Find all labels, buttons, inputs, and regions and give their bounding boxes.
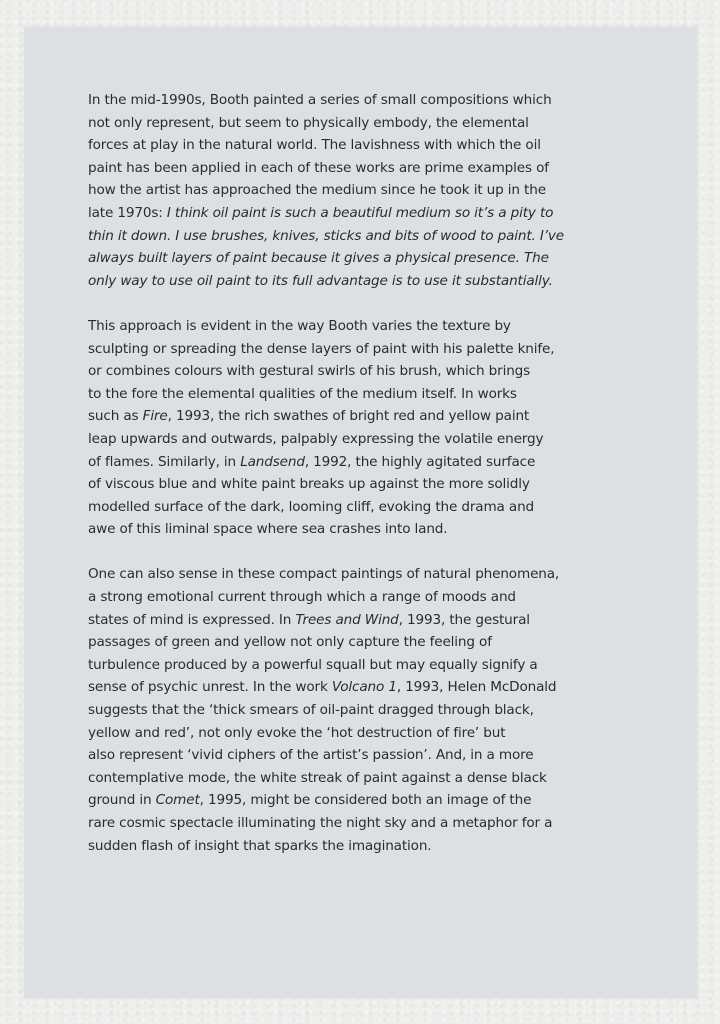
text-line xyxy=(88,767,648,790)
wall-text-panel xyxy=(24,27,697,998)
italic-text: only way to use oil paint to its full advantage is to use it substantially. xyxy=(88,272,553,289)
text-segment: contemplative mode, the white streak of paint against a dense black xyxy=(88,769,547,786)
italic-text: Trees and Wind xyxy=(295,611,399,628)
text-segment: , 1995, might be considered both an image of the xyxy=(199,792,532,809)
text-segment: late 1970s: xyxy=(88,204,167,221)
italic-text: Volcano 1 xyxy=(331,679,397,696)
text-segment: forces at play in the natural world. The lavishness with which the oil xyxy=(88,137,541,154)
text-segment: suggests that the ‘thick smears of oil-paint dragged through black, xyxy=(88,702,534,719)
text-segment: One can also sense in these compact paintings of natural phenomena, xyxy=(88,566,560,583)
text-line xyxy=(88,360,648,383)
text-segment: , 1993, the gestural xyxy=(398,611,530,628)
text-segment: of flames. Similarly, in xyxy=(88,453,241,470)
text-line xyxy=(88,676,648,699)
text-segment: yellow and red’, not only evoke the ‘hot destruction of fire’ but xyxy=(88,724,506,741)
text-line xyxy=(88,631,648,654)
text-segment: rare cosmic spectacle illuminating the night sky and a metaphor for a xyxy=(88,815,553,831)
text-line xyxy=(88,247,648,270)
text-segment: leap upwards and outwards, palpably expressing the volatile energy xyxy=(88,430,544,447)
italic-text: I think oil paint is such a beautiful medium so it’s a pity to xyxy=(166,204,554,221)
text-line xyxy=(88,383,648,406)
text-segment: ground in xyxy=(88,792,156,809)
text-line xyxy=(88,699,648,722)
paragraph-2 xyxy=(88,315,648,541)
text-segment: to the fore the elemental qualities of the medium itself. In works xyxy=(88,385,517,402)
text-line xyxy=(88,812,648,835)
text-segment: sculpting or spreading the dense layers of paint with his palette knife, xyxy=(88,340,555,357)
text-segment: awe of this liminal space where sea crashes into land. xyxy=(88,521,448,538)
italic-text: Landsend xyxy=(240,453,305,470)
text-line xyxy=(88,496,648,519)
text-segment: sudden flash of insight that sparks the imagination. xyxy=(88,837,432,854)
text-segment: In the mid-1990s, Booth painted a series of small compositions which xyxy=(88,92,552,108)
text-line xyxy=(88,744,648,767)
text-segment: turbulence produced by a powerful squall but may equally signify a xyxy=(88,656,538,673)
text-segment: , 1992, the highly agitated surface xyxy=(304,453,536,470)
text-line xyxy=(88,563,648,586)
text-line xyxy=(88,609,648,632)
text-segment: paint has been applied in each of these works are prime examples of xyxy=(88,159,549,176)
italic-text: always built layers of paint because it gives a physical presence. The xyxy=(88,250,549,267)
text-line xyxy=(88,789,648,812)
text-line xyxy=(88,654,648,677)
text-segment: This approach is evident in the way Booth varies the texture by xyxy=(88,317,511,334)
text-segment: of viscous blue and white paint breaks up against the more solidly xyxy=(88,476,530,493)
text-line xyxy=(88,315,648,338)
text-line xyxy=(88,89,648,112)
text-line xyxy=(88,179,648,202)
text-line xyxy=(88,270,648,293)
text-segment: , 1993, Helen McDonald xyxy=(396,679,557,696)
paragraph-1 xyxy=(88,89,648,292)
italic-text: Comet xyxy=(155,792,200,809)
text-segment: passages of green and yellow not only capture the feeling of xyxy=(88,634,492,651)
text-line xyxy=(88,112,648,135)
text-line xyxy=(88,518,648,541)
text-segment: how the artist has approached the medium since he took it up in the xyxy=(88,182,546,199)
text-line xyxy=(88,202,648,225)
text-line xyxy=(88,405,648,428)
italic-text: thin it down. I use brushes, knives, sticks and bits of wood to paint. I’ve xyxy=(88,227,565,244)
text-line xyxy=(88,835,648,858)
text-segment: , 1993, the rich swathes of bright red and yellow paint xyxy=(167,408,530,425)
text-line xyxy=(88,157,648,180)
italic-text: Fire xyxy=(142,408,168,425)
text-segment: or combines colours with gestural swirls of his brush, which brings xyxy=(88,363,531,380)
text-segment: states of mind is expressed. In xyxy=(88,611,296,628)
text-line xyxy=(88,586,648,609)
wall-text-body xyxy=(88,89,648,880)
text-segment: such as xyxy=(88,408,143,425)
text-line xyxy=(88,338,648,361)
text-line xyxy=(88,451,648,474)
text-segment: a strong emotional current through which a range of moods and xyxy=(88,589,516,606)
text-line xyxy=(88,225,648,248)
text-line xyxy=(88,473,648,496)
text-line xyxy=(88,722,648,745)
text-line xyxy=(88,428,648,451)
text-line xyxy=(88,134,648,157)
text-segment: also represent ‘vivid ciphers of the artist’s passion’. And, in a more xyxy=(88,747,534,764)
text-segment: not only represent, but seem to physically embody, the elemental xyxy=(88,114,529,131)
paragraph-3 xyxy=(88,563,648,857)
text-segment: modelled surface of the dark, looming cliff, evoking the drama and xyxy=(88,498,535,515)
text-segment: sense of psychic unrest. In the work xyxy=(88,679,332,696)
